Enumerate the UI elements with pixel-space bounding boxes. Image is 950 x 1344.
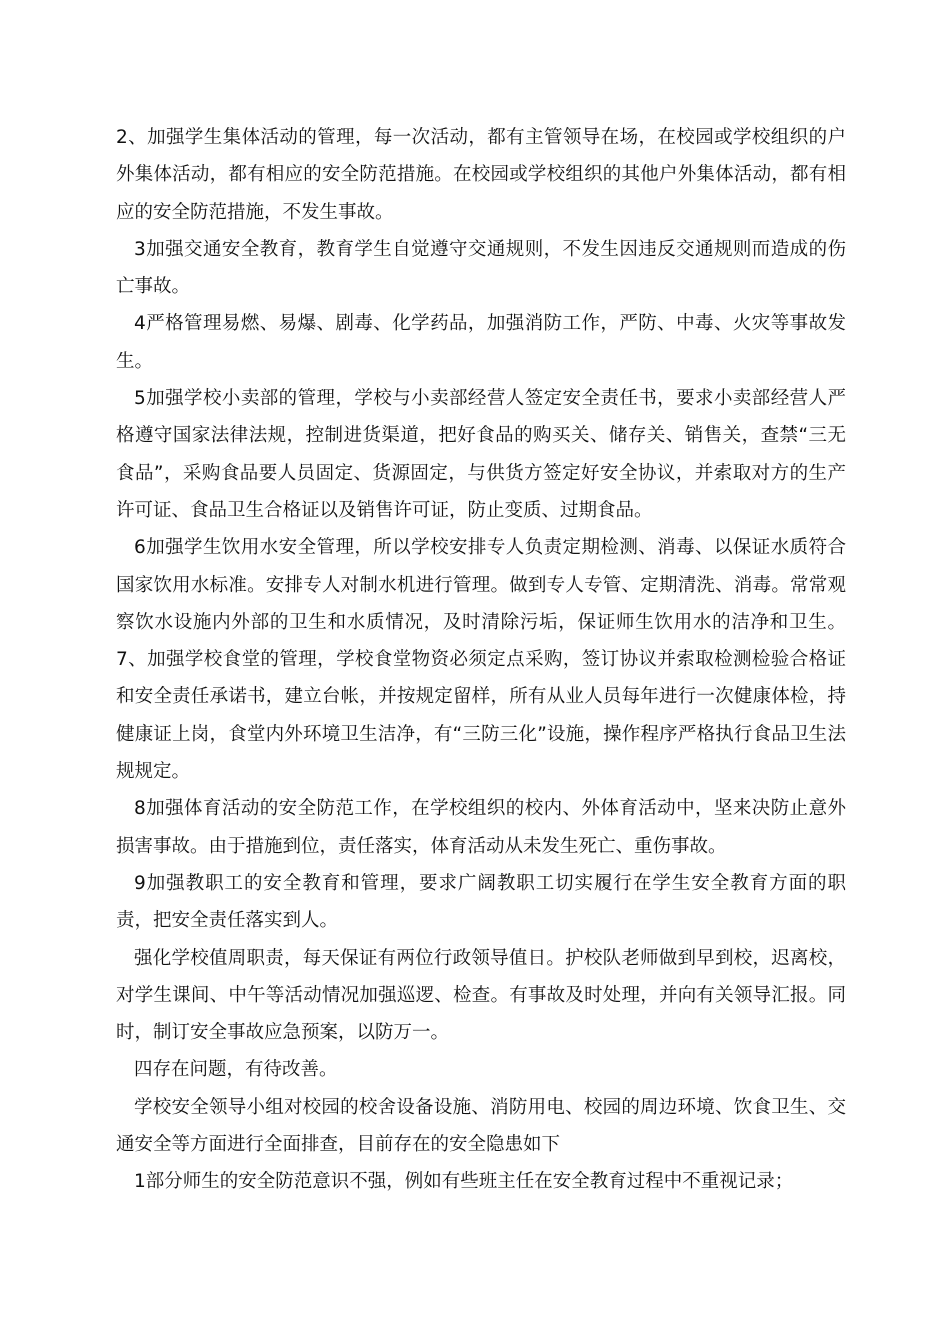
paragraph-sports-safety: 8加强体育活动的安全防范工作，在学校组织的校内、外体育活动中，坚来决防止意外损害事故。由于措施到位，责任落实，体育活动从未发生死亡、重伤事故。 <box>116 798 846 857</box>
paragraph-staff-education: 9加强教职工的安全教育和管理，要求广阔教职工切实履行在学生安全教育方面的职责，把安全责任落实到人。 <box>116 872 846 932</box>
section-heading-problems: 四存在问题，有待改善。 <box>134 1059 338 1081</box>
paragraph-issue-1: 1部分师生的安全防范意识不强，例如有些班主任在安全教育过程中不重视记录； <box>134 1171 794 1193</box>
paragraph-canteen-shop: 5加强学校小卖部的管理，学校与小卖部经营人签定安全责任书，要求小卖部经营人严格遵守国家法律法规，控制进货渠道，把好食品的购买关、储存关、销售关，查禁“三无食品”，采购食品要人员固定、货源固定，与供货方签定好安全协议，并索取对方的生产许可证、食品卫生合格证以及销售许可证，防止变质、过期食品。 <box>116 388 846 521</box>
paragraph-inspection: 学校安全领导小组对校园的校舍设备设施、消防用电、校园的周边环境、饮食卫生、交通安全等方面进行全面排查，目前存在的安全隐患如下 <box>116 1096 846 1156</box>
document-body <box>116 119 846 1201</box>
paragraph-drinking-water: 6加强学生饮用水安全管理，所以学校安排专人负责定期检测、消毒、以保证水质符合国家饮用水标准。安排专人对制水机进行管理。做到专人专管、定期清洗、消毒。常常观察饮水设施内外部的卫生和水质情况，及时清除污垢，保证师生饮用水的洁净和卫生。7、加强学校食堂的管理，学校食堂物资必须定点采购，签订协议并索取检测检验合格证和安全责任承诺书，建立台帐，并按规定留样，所有从业人员每年进行一次健康体检，持健康证上岗，食堂内外环境卫生洁净，有“三防三化”设施，操作程序严格执行食品卫生法规规定。 <box>116 537 846 783</box>
paragraph-group-activities: 2、加强学生集体活动的管理，每一次活动，都有主管领导在场，在校园或学校组织的户外集体活动，都有相应的安全防范措施。在校园或学校组织的其他户外集体活动，都有相应的安全防范措施，不发生事故。 <box>116 127 846 223</box>
paragraph-duty-roster: 强化学校值周职责，每天保证有两位行政领导值日。护校队老师做到早到校，迟离校，对学生课间、中午等活动情况加强巡逻、检查。有事故及时处理，并向有关领导汇报。同时，制订安全事故应急预案，以防万一。 <box>116 947 846 1044</box>
paragraph-hazardous-materials: 4严格管理易燃、易爆、剧毒、化学药品，加强消防工作，严防、中毒、火灾等事故发生。 <box>116 313 846 372</box>
paragraph-traffic-safety: 3加强交通安全教育，教育学生自觉遵守交通规则，不发生因违反交通规则而造成的伤亡事故。 <box>116 238 846 298</box>
